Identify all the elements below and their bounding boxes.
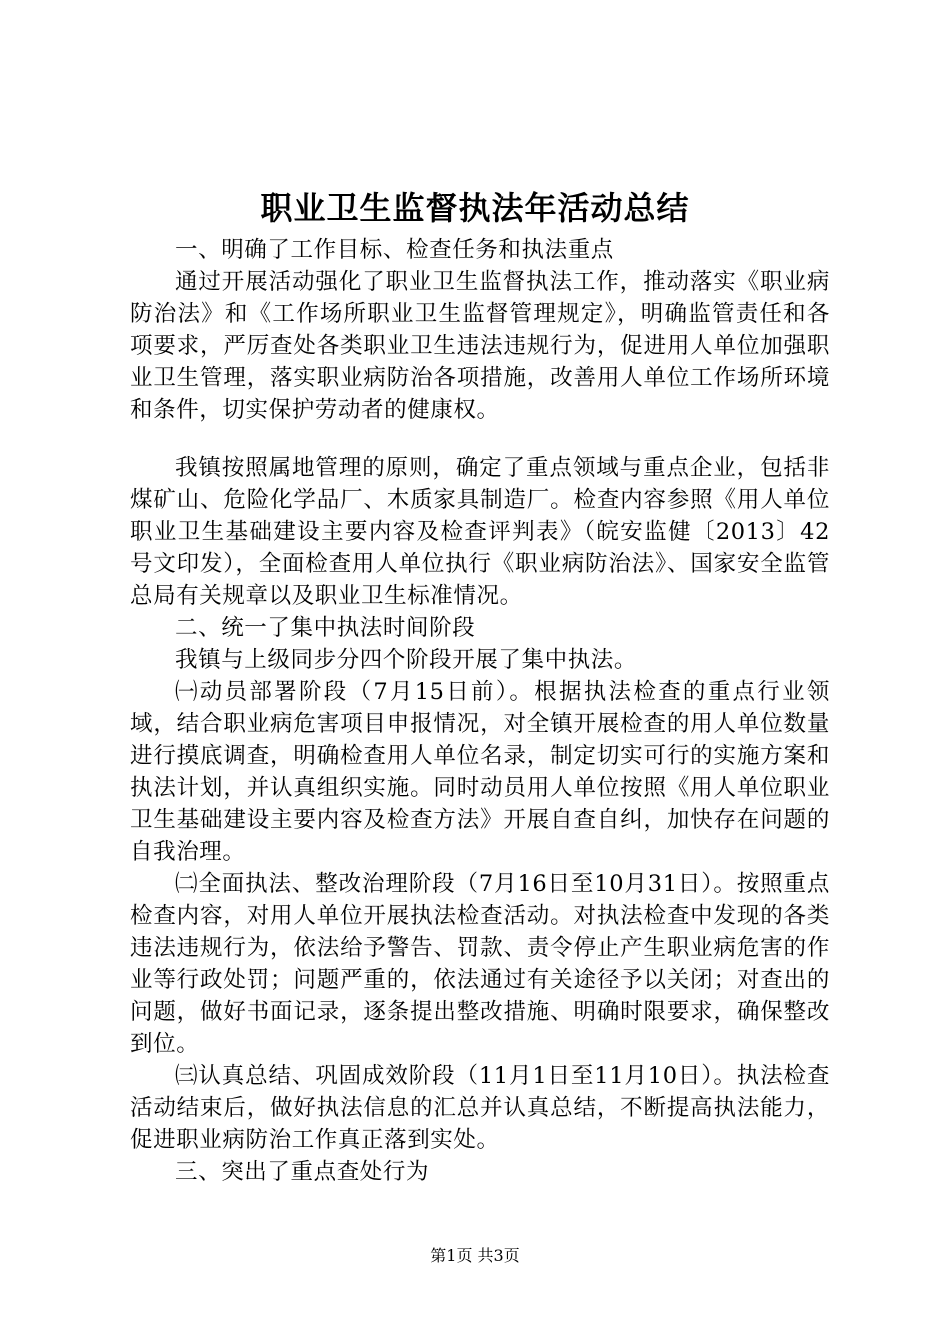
section-heading-2: 二、统一了集中执法时间阶段 bbox=[175, 615, 476, 641]
paragraph-scope: 我镇按照属地管理的原则，确定了重点领域与重点企业，包括非煤矿山、危险化学品厂、木质家具制造厂。检查内容参照《用人单位职业卫生基础建设主要内容及检查评判表》（皖安监健〔2013〕42号文印发），全面检查用人单位执行《职业病防治法》、国家安全监管总局有关规章以及职业卫生标准情况。 bbox=[130, 455, 830, 609]
section-heading-1: 一、明确了工作目标、检查任务和执法重点 bbox=[175, 237, 614, 263]
document-title: 职业卫生监督执法年活动总结 bbox=[260, 189, 690, 227]
section-heading-3: 三、突出了重点查处行为 bbox=[175, 1159, 430, 1185]
paragraph-phase-1: ㈠动员部署阶段（7月15日前）。根据执法检查的重点行业领域，结合职业病危害项目申报情况，对全镇开展检查的用人单位数量进行摸底调查，明确检查用人单位名录，制定切实可行的实施方案和执法计划，并认真组织实施。同时动员用人单位按照《用人单位职业卫生基础建设主要内容及检查方法》开展自查自纠，加快存在问题的自我治理。 bbox=[130, 679, 830, 865]
paragraph-phase-3: ㈢认真总结、巩固成效阶段（11月1日至11月10日）。执法检查活动结束后，做好执法信息的汇总并认真总结，不断提高执法能力，促进职业病防治工作真正落到实处。 bbox=[130, 1063, 830, 1153]
document-body bbox=[130, 234, 830, 1188]
paragraph-phase-2: ㈡全面执法、整改治理阶段（7月16日至10月31日）。按照重点检查内容，对用人单位开展执法检查活动。对执法检查中发现的各类违法违规行为，依法给予警告、罚款、责令停止产生职业病危害的作业等行政处罚；问题严重的，依法通过有关途径予以关闭；对查出的问题，做好书面记录，逐条提出整改措施、明确时限要求，确保整改到位。 bbox=[130, 871, 830, 1057]
paragraph-phases-intro: 我镇与上级同步分四个阶段开展了集中执法。 bbox=[175, 647, 638, 673]
paragraph-objectives: 通过开展活动强化了职业卫生监督执法工作，推动落实《职业病防治法》和《工作场所职业卫生监督管理规定》，明确监管责任和各项要求，严厉查处各类职业卫生违法违规行为，促进用人单位加强职业卫生管理，落实职业病防治各项措施，改善用人单位工作场所环境和条件，切实保护劳动者的健康权。 bbox=[130, 269, 830, 423]
page-footer: 第1页 共3页 bbox=[430, 1246, 520, 1265]
